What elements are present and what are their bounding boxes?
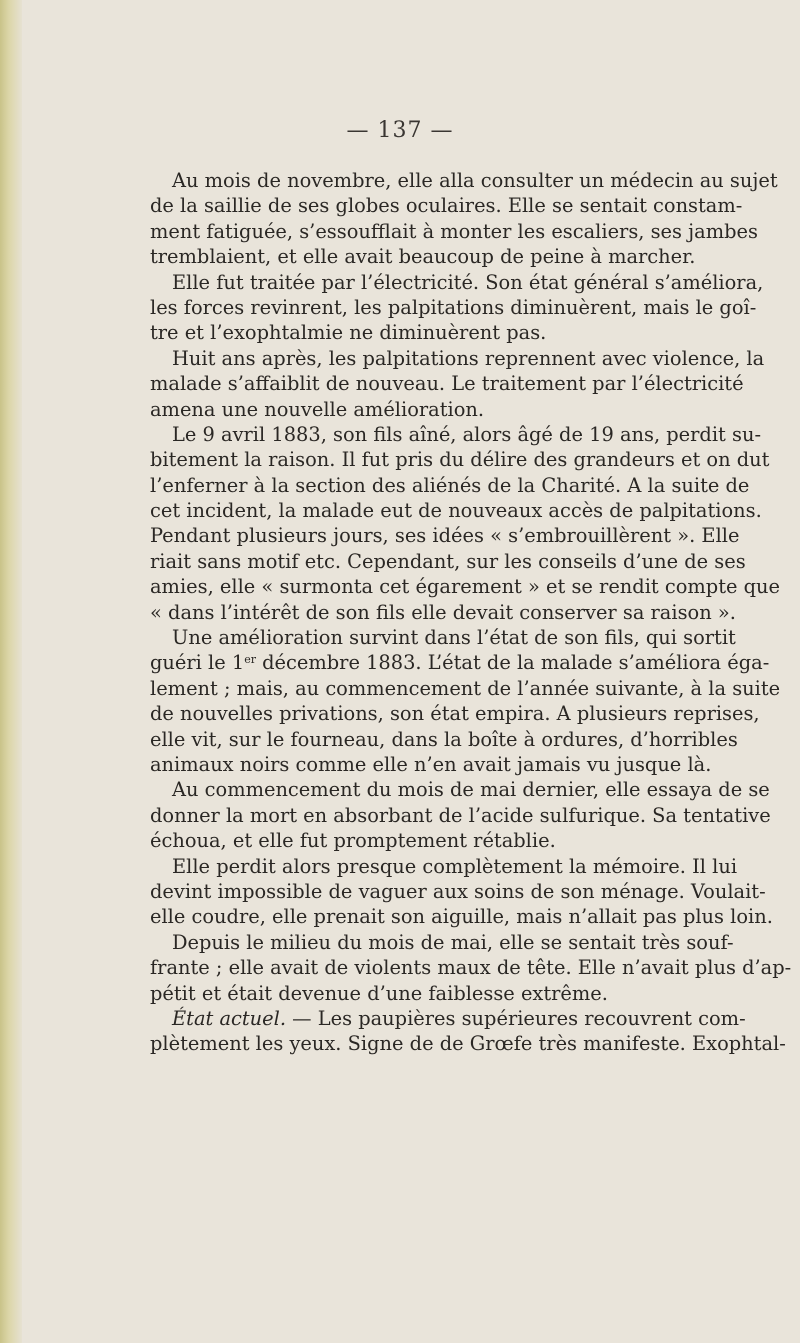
text-line: pétit et était devenue d’une faiblesse extrême.	[150, 981, 608, 1005]
page-number: — 137 —	[346, 118, 454, 143]
text-line: elle coudre, elle prenait son aiguille, mais n’allait pas plus loin.	[150, 905, 773, 929]
text-line: Au mois de novembre, elle alla consulter un médecin au sujet	[172, 169, 778, 192]
text-line: les forces revinrent, les palpitations diminuèrent, mais le goî-	[150, 295, 757, 319]
text-line: Pendant plusieurs jours, ses idées « s’embrouillèrent ». Elle	[150, 524, 740, 548]
text-line: Depuis le milieu du mois de mai, elle se sentait très souf-	[172, 930, 734, 954]
text-line: riait sans motif etc. Cependant, sur les conseils d’une de ses	[150, 549, 746, 573]
text-line: elle vit, sur le fourneau, dans la boîte à ordures, d’horribles	[150, 727, 738, 751]
text-line: Elle perdit alors presque complètement la mémoire. Il lui	[172, 854, 738, 878]
text-line: amena une nouvelle amélioration.	[150, 397, 485, 421]
text-line: échoua, et elle fut promptement rétablie.	[150, 829, 556, 853]
text-line: Une amélioration survint dans l’état de son fils, qui sortit	[172, 626, 736, 650]
page-binding-edge	[0, 0, 22, 1343]
text-line: devint impossible de vaguer aux soins de son ménage. Voulait-	[150, 879, 766, 903]
text-line: animaux noirs comme elle n’en avait jamais vu jusque là.	[150, 752, 712, 776]
body-text	[150, 168, 792, 1057]
text-line: donner la mort en absorbant de l’acide sulfurique. Sa tentative	[150, 803, 771, 827]
text-line: Au commencement du mois de mai dernier, elle essaya de se	[172, 778, 770, 802]
text-line: l’enferner à la section des aliénés de la Charité. A la suite de	[150, 473, 750, 497]
text-line: bitement la raison. Il fut pris du délire des grandeurs et on dut	[150, 448, 770, 472]
text-line: frante ; elle avait de violents maux de tête. Elle n’avait plus d’ap-	[150, 956, 792, 980]
text-line: lement ; mais, au commencement de l’année suivante, à la suite	[150, 676, 781, 700]
text-line: tre et l’exophtalmie ne diminuèrent pas.	[150, 321, 547, 345]
text-line: « dans l’intérêt de son fils elle devait conserver sa raison ».	[150, 600, 736, 624]
text-line: ment fatiguée, s’essoufflait à monter les escaliers, ses jambes	[150, 219, 758, 243]
text-line: État actuel. — Les paupières supérieures recouvrent com-	[172, 1006, 746, 1030]
text-line: Elle fut traitée par l’électricité. Son état général s’améliora,	[172, 270, 764, 294]
text-line: de la saillie de ses globes oculaires. Elle se sentait constam-	[150, 194, 743, 218]
text-line: de nouvelles privations, son état empira. A plusieurs reprises,	[150, 702, 760, 726]
text-line: malade s’affaiblit de nouveau. Le traitement par l’électricité	[150, 372, 744, 396]
text-line: Huit ans après, les palpitations reprennent avec violence, la	[172, 346, 765, 370]
text-line: amies, elle « surmonta cet égarement » et se rendit compte que	[150, 575, 781, 599]
text-line: plètement les yeux. Signe de de Grœfe très manifeste. Exophtal-	[150, 1032, 786, 1056]
text-line: Le 9 avril 1883, son fils aîné, alors âgé de 19 ans, perdit su-	[172, 422, 761, 446]
text-line: tremblaient, et elle avait beaucoup de peine à marcher.	[150, 245, 696, 269]
text-line: guéri le 1er décembre 1883. L’état de la malade s’améliora éga-	[150, 651, 770, 675]
text-line: cet incident, la malade eut de nouveaux accès de palpitations.	[150, 499, 762, 523]
